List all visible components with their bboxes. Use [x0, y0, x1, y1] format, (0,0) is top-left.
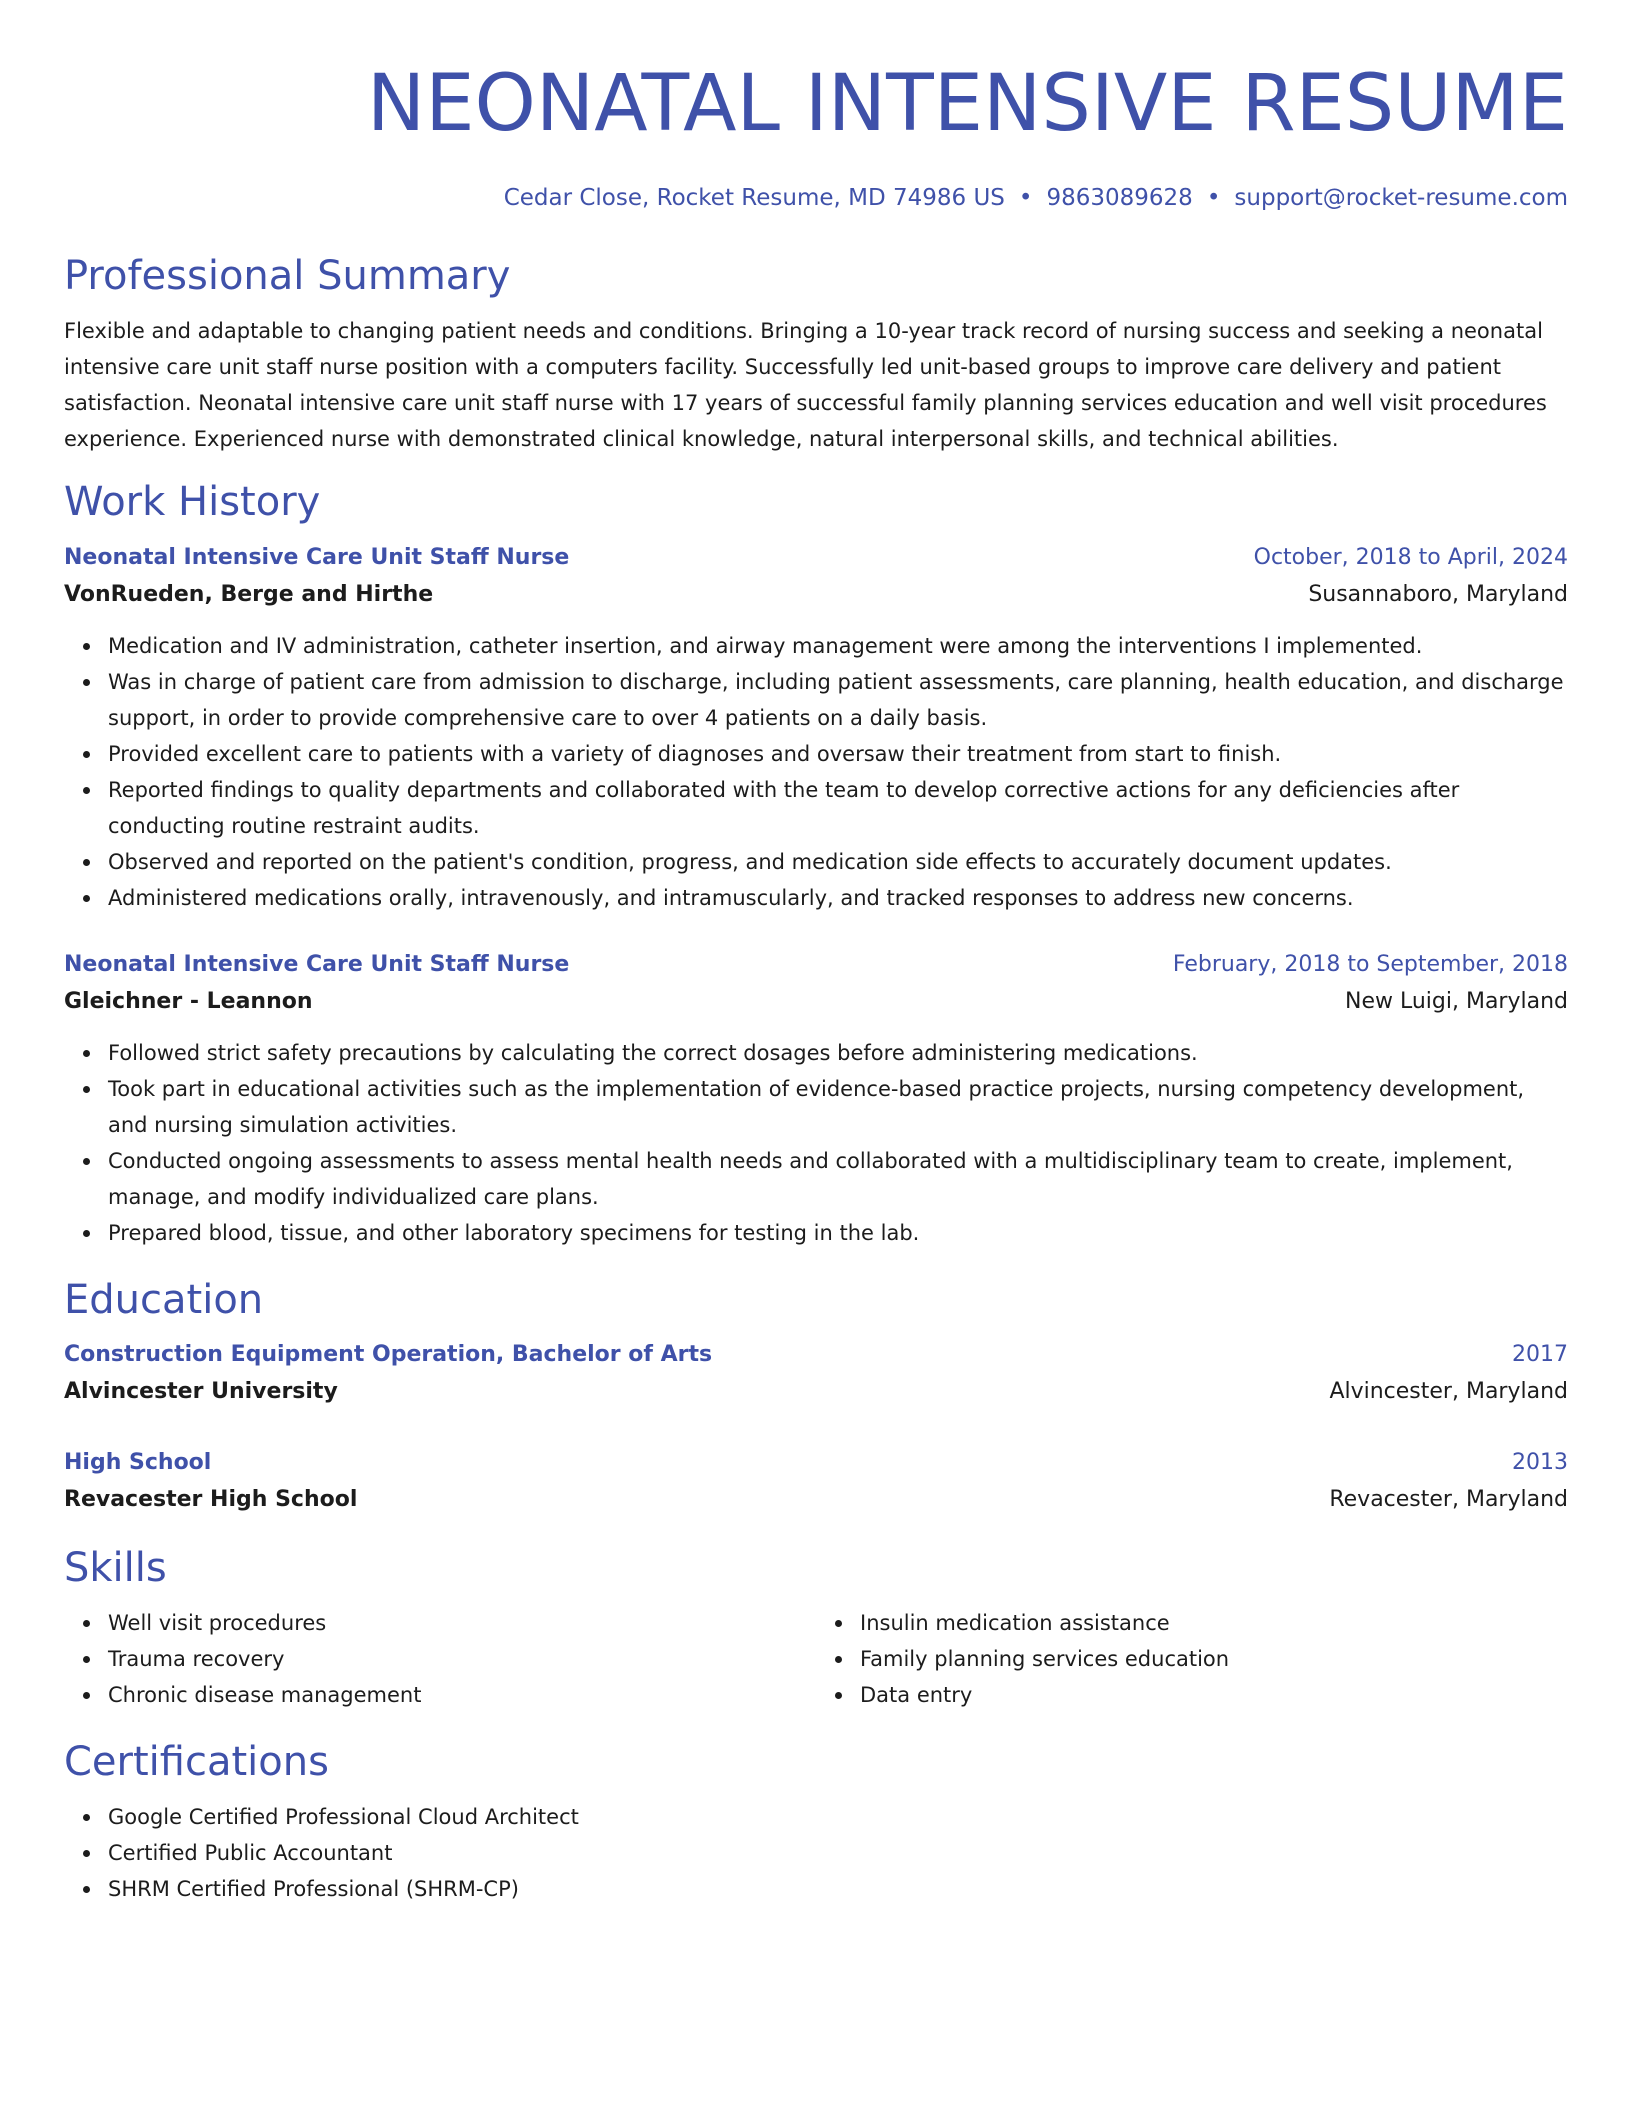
education-org-row: [64, 1481, 1568, 1519]
work-section: [64, 477, 1568, 1251]
degree: High School: [64, 1450, 212, 1475]
job-entry: [64, 947, 1568, 1251]
section-title-skills: Skills: [64, 1545, 167, 1591]
skill-item: Trauma recovery: [108, 1641, 816, 1677]
skills-section: [64, 1543, 1568, 1713]
job-title: Neonatal Intensive Care Unit Staff Nurse: [64, 545, 570, 570]
skill-item: Well visit procedures: [108, 1605, 816, 1641]
list-item: Administered medications orally, intravenously, and intramuscularly, and tracked responses to address new concerns.: [108, 880, 1568, 916]
education-org-row: [64, 1373, 1568, 1411]
job-company: Gleichner - Leannon: [64, 989, 313, 1014]
list-item: Conducted ongoing assessments to assess mental health needs and collaborated with a multidisciplinary team to create, implement, manage, and modify individualized care plans.: [108, 1143, 1568, 1215]
skills-list-left: [64, 1605, 816, 1713]
graduation-year: 2017: [1512, 1342, 1568, 1367]
job-header-row: [64, 540, 1568, 576]
job-entry: [64, 540, 1568, 916]
section-title-certifications: Certifications: [64, 1739, 329, 1785]
list-item: Took part in educational activities such as the implementation of evidence-based practice projects, nursing competency development, and nursing simulation activities.: [108, 1071, 1568, 1143]
skills-grid: [64, 1605, 1568, 1713]
list-item: Observed and reported on the patient's condition, progress, and medication side effects to accurately document updates.: [108, 844, 1568, 880]
education-entry: [64, 1337, 1568, 1411]
job-dates: October, 2018 to April, 2024: [1253, 545, 1568, 570]
address: Cedar Close, Rocket Resume, MD 74986 US: [503, 185, 1005, 211]
contact-line: [64, 182, 1568, 214]
job-location: Susannaboro, Maryland: [1308, 582, 1568, 607]
section-title-summary: Professional Summary: [64, 253, 511, 299]
school-name: Revacester High School: [64, 1487, 358, 1512]
job-bullets: [64, 628, 1568, 916]
job-dates: February, 2018 to September, 2018: [1172, 952, 1568, 977]
list-item: Reported findings to quality departments and collaborated with the team to develop corrective actions for any deficiencies after conducting routine restraint audits.: [108, 772, 1568, 844]
list-item: Followed strict safety precautions by calculating the correct dosages before administering medications.: [108, 1035, 1568, 1071]
job-org-row: [64, 576, 1568, 614]
job-header-row: [64, 947, 1568, 983]
phone: 9863089628: [1046, 185, 1193, 211]
school-location: Alvincester, Maryland: [1329, 1379, 1568, 1404]
graduation-year: 2013: [1512, 1450, 1568, 1475]
list-item: Was in charge of patient care from admission to discharge, including patient assessments, care planning, health education, and discharge support, in order to provide comprehensive care to over 4 patients on a daily basis.: [108, 664, 1568, 736]
education-entry: [64, 1445, 1568, 1519]
degree: Construction Equipment Operation, Bachelor of Arts: [64, 1342, 713, 1367]
email-link[interactable]: support@rocket-resume.com: [1234, 185, 1568, 211]
certifications-list: [64, 1799, 1568, 1907]
job-location: New Luigi, Maryland: [1345, 989, 1568, 1014]
skill-item: Chronic disease management: [108, 1677, 816, 1713]
list-item: Prepared blood, tissue, and other laboratory specimens for testing in the lab.: [108, 1215, 1568, 1251]
separator-dot: •: [1018, 185, 1033, 211]
certification-item: Google Certified Professional Cloud Architect: [108, 1799, 1568, 1835]
job-title: Neonatal Intensive Care Unit Staff Nurse: [64, 952, 570, 977]
school-name: Alvincester University: [64, 1379, 338, 1404]
skill-item: Family planning services education: [860, 1641, 1568, 1677]
section-title-work: Work History: [64, 479, 321, 525]
school-location: Revacester, Maryland: [1329, 1487, 1568, 1512]
education-header-row: [64, 1445, 1568, 1481]
job-company: VonRueden, Berge and Hirthe: [64, 582, 434, 607]
summary-section: [64, 251, 1568, 457]
section-title-education: Education: [64, 1277, 264, 1323]
skills-list-right: [816, 1605, 1568, 1713]
job-bullets: [64, 1035, 1568, 1251]
certification-item: Certified Public Accountant: [108, 1835, 1568, 1871]
certification-item: SHRM Certified Professional (SHRM-CP): [108, 1871, 1568, 1907]
resume-name: NEONATAL INTENSIVE RESUME: [366, 59, 1568, 149]
summary-text: Flexible and adaptable to changing patient needs and conditions. Bringing a 10-year track record of nursing success and seeking a neonatal intensive care unit staff nurse position with a computers facility. Successfully led unit-based groups to improve care delivery and patient satisfaction. Neonatal intensive care unit staff nurse with 17 years of successful family planning services education and well visit procedures experience. Experienced nurse with demonstrated clinical knowledge, natural interpersonal skills, and technical abilities.: [64, 319, 1547, 451]
list-item: Medication and IV administration, catheter insertion, and airway management were among the interventions I implemented.: [108, 628, 1568, 664]
skill-item: Insulin medication assistance: [860, 1605, 1568, 1641]
job-org-row: [64, 983, 1568, 1021]
education-header-row: [64, 1337, 1568, 1373]
education-section: [64, 1275, 1568, 1519]
list-item: Provided excellent care to patients with a variety of diagnoses and oversaw their treatment from start to finish.: [108, 736, 1568, 772]
skill-item: Data entry: [860, 1677, 1568, 1713]
separator-dot: •: [1206, 185, 1221, 211]
certifications-section: [64, 1737, 1568, 1907]
resume-page: [64, 0, 1568, 1907]
